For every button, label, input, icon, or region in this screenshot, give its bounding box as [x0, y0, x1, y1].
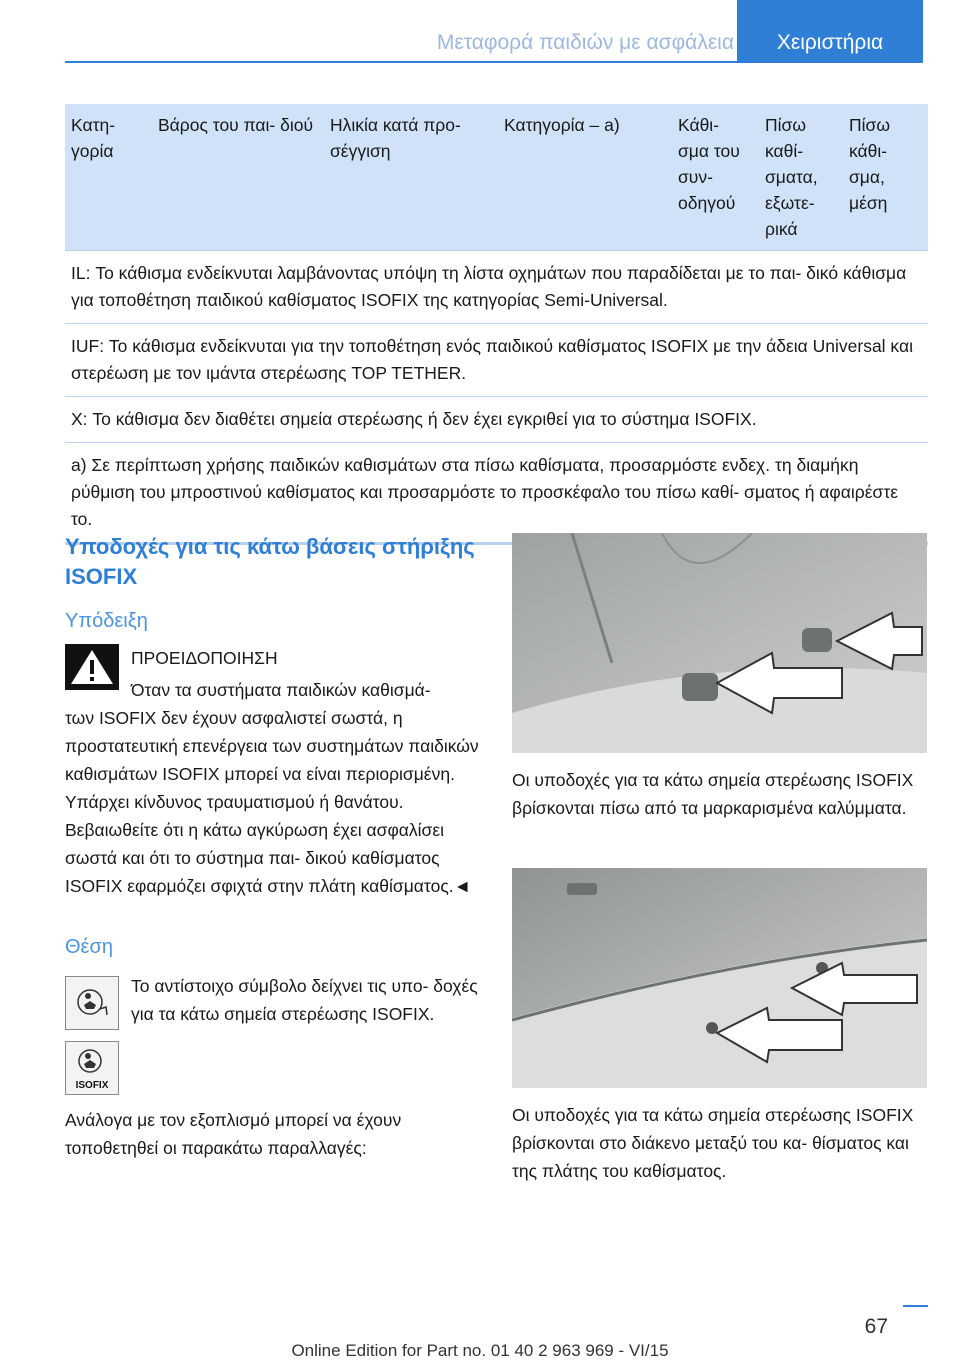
child-seat-table [65, 104, 928, 545]
isofix-symbol-icon [65, 1041, 119, 1095]
photo1-caption: Οι υποδοχές για τα κάτω σημεία στερέωσης ISOFIX βρίσκονται πίσω από τα μαρκαρισμένα καλύμματα. [512, 770, 914, 818]
col-passenger-seat: Κάθι- σμα του συν- οδηγού [672, 104, 759, 251]
footer-divider [903, 1305, 928, 1307]
note-heading: Υπόδειξη [65, 610, 148, 632]
page-number: 67 [864, 1315, 888, 1338]
edition-footer: Online Edition for Part no. 01 40 2 963 969 - VI/15 [291, 1341, 669, 1360]
note-a: a) Σε περίπτωση χρήσης παιδικών καθισμάτων στα πίσω καθίσματα, προσαρμόστε ενδεχ. τη διαμήκη ρύθμιση του μπροστινού καθίσματος και προσαρμόστε το προσκέφαλο του πίσω καθί- σματος ή αφαιρέστε το. [65, 443, 928, 544]
table-header-row [65, 104, 928, 251]
end-marker: ◄ [453, 876, 471, 896]
note-iuf: IUF: Το κάθισμα ενδείκνυται για την τοποθέτηση ενός παιδικού καθίσματος ISOFIX με την άδεια Universal και στερέωση με τον ιμάντα στερέωσης TOP TETHER. [65, 324, 928, 397]
page-header [0, 0, 960, 62]
col-category: Κατη- γορία [65, 104, 152, 251]
photo-covered-anchors [512, 533, 927, 753]
header-divider [65, 61, 923, 63]
position-text: Το αντίστοιχο σύμβολο δείχνει τις υπο- δοχές για τα κάτω σημεία στερέωσης ISOFIX. [131, 976, 478, 1024]
photo-gap-anchors [512, 868, 927, 1088]
warning-intro: Όταν τα συστήματα παιδικών καθισμά- [131, 680, 431, 700]
photo2-caption: Οι υποδοχές για τα κάτω σημεία στερέωσης ISOFIX βρίσκονται στο διάκενο μεταξύ του κα- θίσματος και της πλάτης του καθίσματος. [512, 1105, 914, 1181]
col-approx-age: Ηλικία κατά προ- σέγγιση [324, 104, 498, 251]
col-child-weight: Βάρος του παι- διού [152, 104, 324, 251]
note-x: X: Το κάθισμα δεν διαθέτει σημεία στερέωσης ή δεν έχει εγκριθεί για το σύστημα ISOFIX. [65, 397, 928, 443]
chapter-tab: Χειριστήρια [737, 0, 923, 62]
warning-icon [65, 644, 119, 690]
section-title: Υποδοχές για τις κάτω βάσεις στήριξης ISOFIX [65, 534, 475, 589]
child-seat-symbol-icon [65, 976, 119, 1030]
col-category-a: Κατηγορία – a) [498, 104, 672, 251]
col-rear-middle-seat: Πίσω κάθι- σμα, μέση [843, 104, 928, 251]
variants-text: Ανάλογα με τον εξοπλισμό μπορεί να έχουν τοποθετηθεί οι παρακάτω παραλλαγές: [65, 1110, 402, 1158]
position-heading: Θέση [65, 936, 113, 958]
isofix-icon-label: ISOFIX [75, 1080, 109, 1091]
note-il: IL: Το κάθισμα ενδείκνυται λαμβάνοντας υπόψη τη λίστα οχημάτων που παραδίδεται με το παι- δικό κάθισμα για τοποθέτηση παιδικού καθίσματος ISOFIX της κατηγορίας Semi-Universal. [65, 251, 928, 324]
col-rear-outer-seats: Πίσω καθί- σματα, εξωτε- ρικά [759, 104, 843, 251]
warning-label: ΠΡΟΕΙΔΟΠΟΙΗΣΗ [131, 648, 278, 668]
section-breadcrumb: Μεταφορά παιδιών με ασφάλεια [436, 31, 734, 54]
warning-text: των ISOFIX δεν έχουν ασφαλιστεί σωστά, η προστατευτική επενέργεια των συστημάτων παιδικών καθισμάτων ISOFIX μπορεί να είναι περιορισμένη. Υπάρχει κίνδυνος τραυματισμού ή θανάτου. Βεβαιωθείτε ότι η κάτω αγκύρωση έχει ασφαλίσει σωστά και ότι το σύστημα παι- δικού καθίσματος ISOFIX εφαρμόζει σφιχτά στην πλάτη καθίσματος.◄ [65, 708, 479, 896]
